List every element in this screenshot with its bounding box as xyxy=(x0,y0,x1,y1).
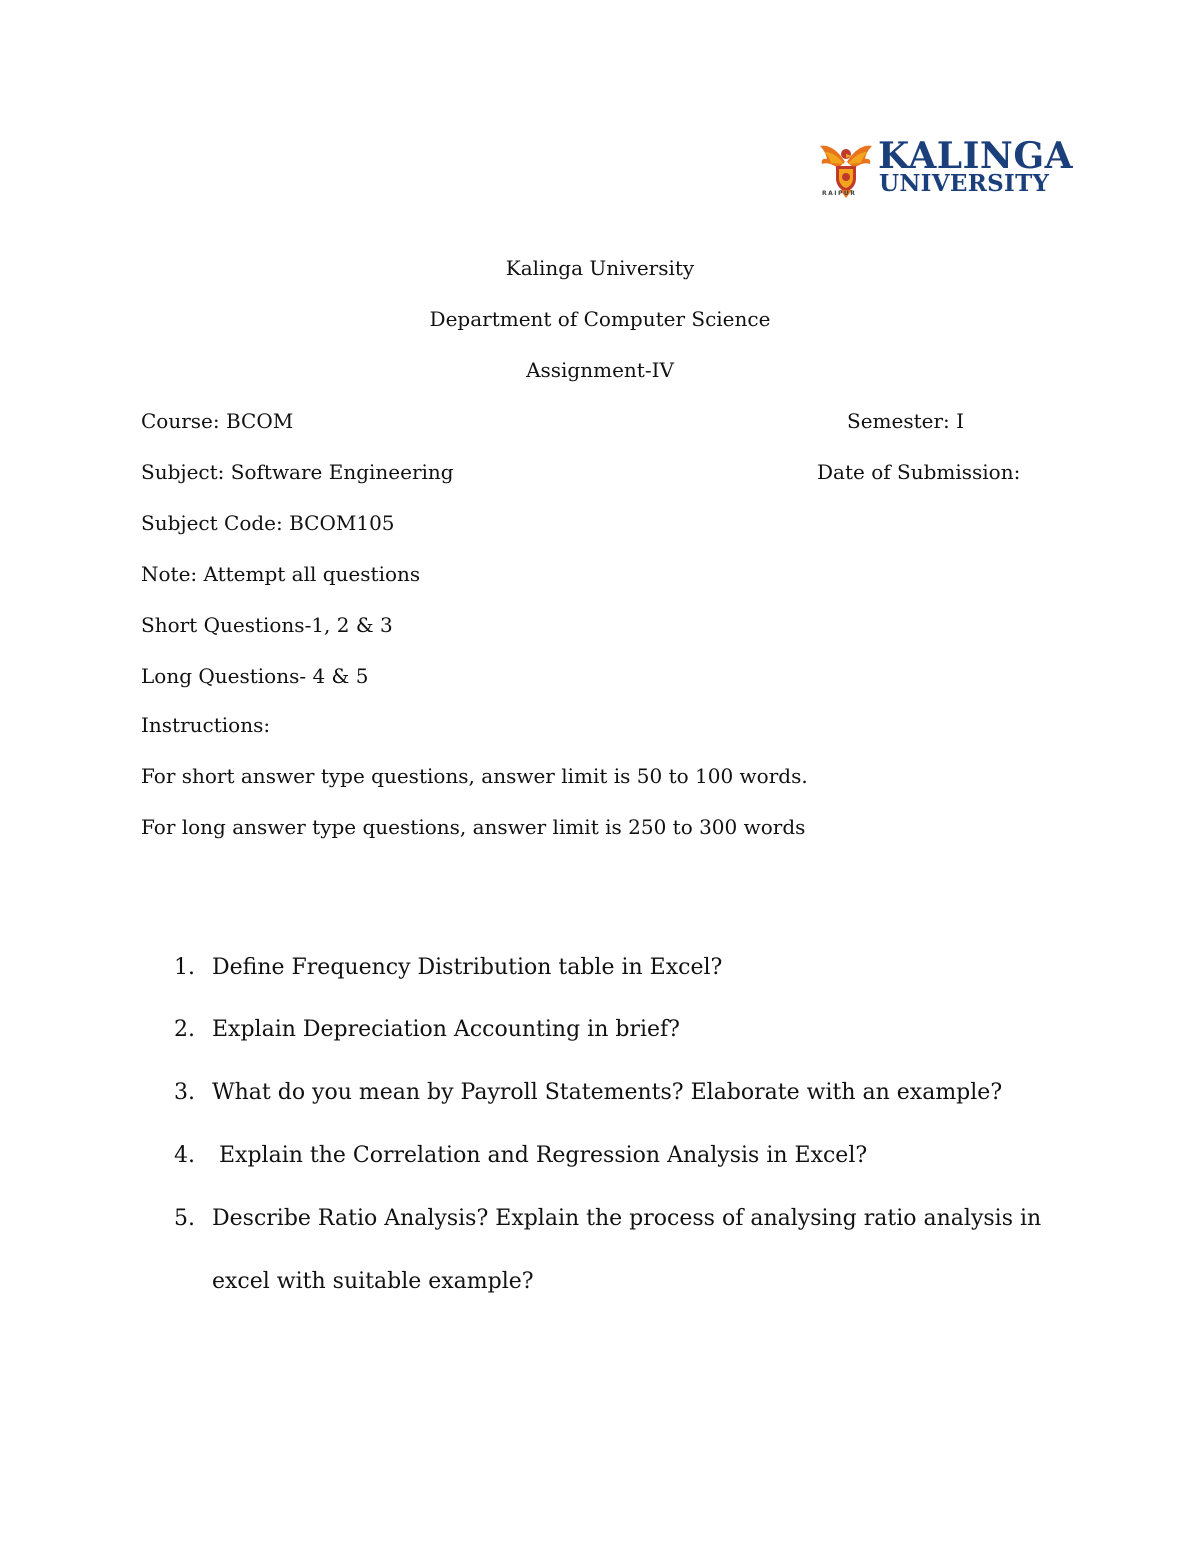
logo-line-kalinga: KALINGA xyxy=(878,135,1073,177)
instructions-label: Instructions: xyxy=(141,713,271,737)
question-number: 1. xyxy=(174,955,195,980)
logo-caption-raipur: RAIPUR xyxy=(822,190,857,197)
instruction-short-line: For short answer type questions, answer limit is 50 to 100 words. xyxy=(141,764,808,788)
assignment-title: Assignment-IV xyxy=(526,358,674,382)
question-number: 2. xyxy=(174,1017,195,1042)
question-number: 5. xyxy=(174,1206,195,1231)
instruction-long-line: For long answer type questions, answer limit is 250 to 300 words xyxy=(141,815,806,839)
question-number: 3. xyxy=(174,1080,195,1105)
subject-code-line: Subject Code: BCOM105 xyxy=(141,511,395,535)
logo-wordmark xyxy=(878,135,1073,200)
university-logo xyxy=(818,135,1073,202)
question-item xyxy=(174,1016,680,1044)
question-text: Describe Ratio Analysis? Explain the process of analysing ratio analysis in xyxy=(212,1206,1042,1231)
question-text: Explain the Correlation and Regression Analysis in Excel? xyxy=(212,1143,868,1168)
department-name: Department of Computer Science xyxy=(429,307,771,331)
university-name: Kalinga University xyxy=(505,256,695,280)
question-item xyxy=(174,954,722,982)
question-item xyxy=(174,1142,867,1170)
note-line: Note: Attempt all questions xyxy=(141,562,421,586)
question-text: Explain Depreciation Accounting in brief? xyxy=(212,1017,680,1042)
short-questions-line: Short Questions-1, 2 & 3 xyxy=(141,613,393,637)
long-questions-line: Long Questions- 4 & 5 xyxy=(141,664,369,688)
logo-line-university: UNIVERSITY xyxy=(879,170,1050,197)
question-text: Define Frequency Distribution table in Excel? xyxy=(212,955,723,980)
date-of-submission-line: Date of Submission: xyxy=(817,460,1021,484)
question-text-continuation: excel with suitable example? xyxy=(212,1269,534,1294)
question-item xyxy=(174,1079,1002,1107)
semester-line: Semester: I xyxy=(847,409,965,433)
subject-line: Subject: Software Engineering xyxy=(141,460,454,484)
question-item xyxy=(174,1205,1041,1233)
course-line: Course: BCOM xyxy=(141,409,294,433)
question-text: What do you mean by Payroll Statements? Elaborate with an example? xyxy=(212,1080,1003,1105)
question-number: 4. xyxy=(174,1143,195,1168)
